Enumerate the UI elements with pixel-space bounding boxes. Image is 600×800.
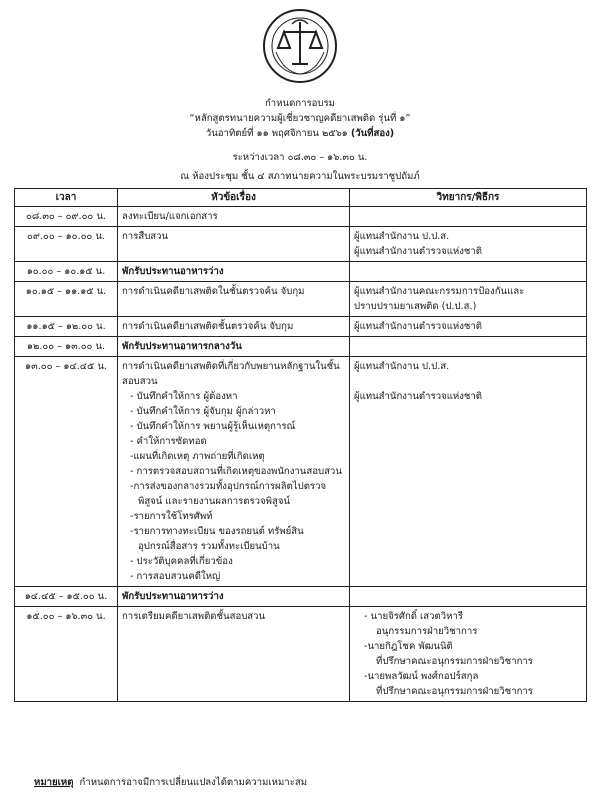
row-speaker [350, 282, 587, 317]
col-header-topic: หัวข้อเรื่อง [118, 189, 350, 207]
topic-line: - บันทึกคำให้การ ผู้จับกุม ผู้กล่าวหา [130, 406, 276, 417]
row-speaker [350, 337, 587, 357]
speaker-line: ผู้แทนสำนักงาน ป.ป.ส. [354, 361, 450, 372]
row-speaker [350, 317, 587, 337]
lawyers-council-seal [262, 8, 338, 84]
row-topic [118, 357, 350, 587]
speaker-line: ที่ปรึกษาคณะอนุกรรมการฝ่ายวิชาการ [376, 656, 533, 667]
row-time: ๑๑.๑๕ – ๑๒.๐๐ น. [15, 317, 118, 337]
footnote [34, 775, 307, 790]
table-row [15, 607, 587, 702]
schedule-table [14, 188, 587, 702]
row-topic: การเตรียมคดียาเสพติดชั้นสอบสวน [118, 607, 350, 702]
header-date [0, 127, 600, 141]
table-header-row [15, 189, 587, 207]
table-row [15, 357, 587, 587]
topic-line: - คำให้การซัดทอด [130, 436, 207, 447]
table-row-break [15, 337, 587, 357]
header-course: “หลักสูตรทนายความผู้เชี่ยวชาญคดียาเสพติด รุ่นที่ ๑” [189, 113, 411, 124]
col-header-speaker: วิทยากร/พิธีกร [350, 189, 587, 207]
row-speaker [350, 227, 587, 262]
row-topic: การดำเนินคดียาเสพติดชั้นตรวจค้น จับกุม [118, 317, 350, 337]
row-time: ๑๐.๑๕ – ๑๑.๑๕ น. [15, 282, 118, 317]
topic-line: - การสอบสวนคดีใหญ่ [130, 571, 221, 582]
footnote-text: กำหนดการอาจมีการเปลี่ยนแปลงได้ตามความเหมาะสม [79, 777, 308, 788]
row-topic: พักรับประทานอาหารว่าง [118, 587, 350, 607]
header-venue: ณ ห้องประชุม ชั้น ๔ สภาทนายความในพระบรมราชูปถัมภ์ [180, 171, 420, 182]
header-day-label: (วันที่สอง) [350, 128, 395, 139]
row-time: ๑๒.๐๐ – ๑๓.๐๐ น. [15, 337, 118, 357]
speaker-line: อนุกรรมการฝ่ายวิชาการ [376, 626, 478, 637]
topic-line: การดำเนินคดียาเสพติดที่เกี่ยวกับพยานหลักฐานในชั้น [122, 361, 340, 372]
footnote-label: หมายเหตุ [34, 777, 74, 788]
col-header-time: เวลา [15, 189, 118, 207]
topic-line: -รายการทางทะเบียน ของรถยนต์ ทรัพย์สิน [130, 526, 304, 537]
table-row [15, 317, 587, 337]
row-topic: ลงทะเบียน/แจกเอกสาร [118, 207, 350, 227]
speaker-line: -นายพลวัฒน์ พงศ์กอปร์สกุล [364, 671, 479, 682]
topic-line: สอบสวน [122, 376, 158, 387]
topic-line: - การตรวจสอบสถานที่เกิดเหตุของพนักงานสอบสวน [130, 466, 342, 477]
speaker-line: ที่ปรึกษาคณะอนุกรรมการฝ่ายวิชาการ [376, 686, 533, 697]
topic-line: อุปกรณ์สื่อสาร รวมทั้งทะเบียนบ้าน [138, 541, 280, 552]
speaker-line: -นายกิฎโชค พัฒนนิติ [364, 641, 453, 652]
speaker-line: ผู้แทนสำนักงานตำรวจแห่งชาติ [354, 246, 483, 257]
row-time: ๑๓.๐๐ – ๑๔.๔๕ น. [15, 357, 118, 587]
speaker-line: ผู้แทนสำนักงานตำรวจแห่งชาติ [354, 321, 483, 332]
header-date-text: วันอาทิตย์ที่ ๑๑ พฤศจิกายน ๒๕๖๑ [205, 128, 351, 139]
row-speaker [350, 607, 587, 702]
row-time: ๐๙.๐๐ – ๑๐.๐๐ น. [15, 227, 118, 262]
speaker-line: ผู้แทนสำนักงาน ป.ป.ส. [354, 231, 450, 242]
speaker-line: ผู้แทนสำนักงานคณะกรรมการป้องกันและ [354, 286, 525, 297]
speaker-line: - นายจิรศักดิ์ เสวตวิหารี [364, 611, 464, 622]
topic-line: - บันทึกคำให้การ ผู้ต้องหา [130, 391, 238, 402]
row-topic: พักรับประทานอาหารว่าง [118, 262, 350, 282]
table-row-break [15, 587, 587, 607]
header-time: ระหว่างเวลา ๐๘.๓๐ – ๑๖.๓๐ น. [232, 152, 368, 163]
row-topic: การสืบสวน [118, 227, 350, 262]
row-time: ๑๔.๔๕ – ๑๕.๐๐ น. [15, 587, 118, 607]
table-row [15, 282, 587, 317]
row-speaker [350, 357, 587, 587]
topic-line: -การส่งของกลางรวมทั้งอุปกรณ์การผลิตไปตรวจ [130, 481, 327, 492]
header-title: กำหนดการอบรม [265, 98, 335, 109]
spacer [354, 374, 582, 389]
row-topic: พักรับประทานอาหารกลางวัน [118, 337, 350, 357]
row-speaker [350, 207, 587, 227]
topic-line: - บันทึกคำให้การ พยานผู้รู้เห็นเหตุการณ์ [130, 421, 296, 432]
table-row [15, 227, 587, 262]
row-speaker [350, 587, 587, 607]
table-row [15, 207, 587, 227]
row-time: ๑๐.๐๐ – ๑๐.๑๕ น. [15, 262, 118, 282]
topic-line: -รายการใช้โทรศัพท์ [130, 511, 213, 522]
topic-line: - ประวัติบุคคลที่เกี่ยวข้อง [130, 556, 233, 567]
row-time: ๐๘.๓๐ – ๐๙.๐๐ น. [15, 207, 118, 227]
topic-line: พิสูจน์ และรายงานผลการตรวจพิสูจน์ [138, 496, 291, 507]
row-speaker [350, 262, 587, 282]
topic-line: -แผนที่เกิดเหตุ ภาพถ่ายที่เกิดเหตุ [130, 451, 265, 462]
row-topic: การดำเนินคดียาเสพติดในชั้นตรวจค้น จับกุม [118, 282, 350, 317]
row-time: ๑๕.๐๐ – ๑๖.๓๐ น. [15, 607, 118, 702]
speaker-line: ปราบปรามยาเสพติด (ป.ป.ส.) [354, 301, 477, 312]
speaker-line: ผู้แทนสำนักงานตำรวจแห่งชาติ [354, 391, 483, 402]
table-row-break [15, 262, 587, 282]
